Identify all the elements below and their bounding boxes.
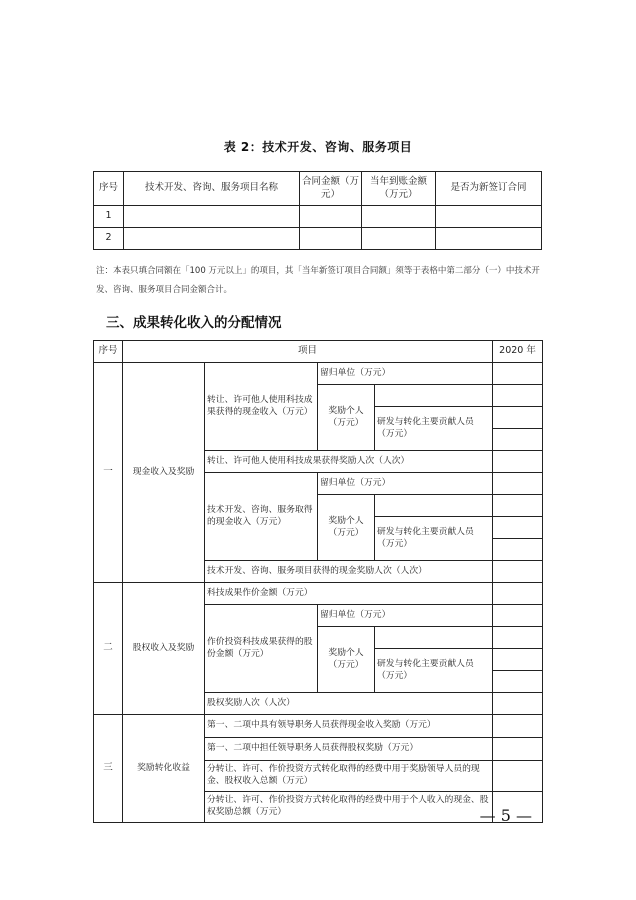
header-seq: 序号 xyxy=(94,341,123,363)
table-header-row xyxy=(94,341,543,363)
g1-reward-count-label: 转让、许可他人使用科技成果获得奖励人次（人次） xyxy=(205,451,493,473)
table-cell xyxy=(362,206,436,228)
table-cell xyxy=(436,206,542,228)
table-cell xyxy=(436,228,542,250)
value-cell xyxy=(375,495,493,517)
g1-cash-income-label: 转让、许可他人使用科技成果获得的现金收入（万元） xyxy=(205,363,318,451)
value-cell xyxy=(493,407,543,429)
group3-no: 三 xyxy=(94,715,123,823)
g3-leader-cash-label: 第一、二项中具有领导职务人员获得现金收入奖励（万元） xyxy=(205,715,493,738)
table2-title: 表 2：技术开发、咨询、服务项目 xyxy=(223,140,413,154)
table-cell: 1 xyxy=(94,206,124,228)
table-row xyxy=(94,206,542,228)
g1-contributors-label: 研发与转化主要贡献人员（万元） xyxy=(375,407,493,451)
value-cell xyxy=(493,649,543,671)
header-cell: 技术开发、咨询、服务项目名称 xyxy=(124,172,300,206)
g3-leader-total-label: 分转让、许可、作价投资方式转化取得的经费中用于奖励领导人员的现金、股权收入总额（万元） xyxy=(205,761,493,792)
g1-tech-reward-count-label: 技术开发、咨询、服务项目获得的现金奖励人次（人次） xyxy=(205,561,493,583)
value-cell xyxy=(493,363,543,385)
g2-equity-amount-label: 作价投资科技成果获得的股份金额（万元） xyxy=(205,605,318,693)
table-row xyxy=(94,228,542,250)
value-cell xyxy=(375,385,493,407)
g2-retained-label: 留归单位（万元） xyxy=(318,605,493,627)
value-cell xyxy=(493,738,543,761)
table-cell xyxy=(124,206,300,228)
table-cell xyxy=(300,228,362,250)
value-cell xyxy=(493,693,543,715)
g2-valuation-label: 科技成果作价金额（万元） xyxy=(205,583,493,605)
header-cell: 当年到账金额（万元） xyxy=(362,172,436,206)
group2-name: 股权收入及奖励 xyxy=(123,583,205,715)
g3-individual-total-label: 分转让、许可、作价投资方式转化取得的经费中用于个人收入的现金、股权奖励总额（万元） xyxy=(205,792,493,823)
table-row xyxy=(94,363,543,385)
value-cell xyxy=(493,761,543,792)
table-cell xyxy=(362,228,436,250)
group1-no: 一 xyxy=(94,363,123,583)
g1-reward-individual-label-2: 奖励个人（万元） xyxy=(318,495,375,561)
tech-services-table xyxy=(93,171,542,250)
value-cell xyxy=(493,385,543,407)
group3-name: 奖励转化收益 xyxy=(123,715,205,823)
g2-reward-individual-label: 奖励个人（万元） xyxy=(318,627,375,693)
value-cell xyxy=(493,473,543,495)
g3-leader-equity-label: 第一、二项中担任领导职务人员获得股权奖励（万元） xyxy=(205,738,493,761)
value-cell xyxy=(493,605,543,627)
header-item: 项目 xyxy=(123,341,493,363)
group2-no: 二 xyxy=(94,583,123,715)
page-number: — 5 — xyxy=(479,806,532,825)
value-cell xyxy=(493,671,543,693)
header-year: 2020 年 xyxy=(493,341,543,363)
g1-tech-service-income-label: 技术开发、咨询、服务取得的现金收入（万元） xyxy=(205,473,318,561)
header-cell: 合同金额（万元） xyxy=(300,172,362,206)
value-cell xyxy=(493,715,543,738)
table-header-row xyxy=(94,172,542,206)
value-cell xyxy=(493,627,543,649)
value-cell xyxy=(493,561,543,583)
value-cell xyxy=(375,627,493,649)
value-cell xyxy=(493,539,543,561)
g1-retained-label-2: 留归单位（万元） xyxy=(318,473,493,495)
g1-contributors-label-2: 研发与转化主要贡献人员（万元） xyxy=(375,517,493,561)
table-cell: 2 xyxy=(94,228,124,250)
income-distribution-table xyxy=(93,340,543,823)
table-cell xyxy=(124,228,300,250)
table-row xyxy=(94,583,543,605)
value-cell xyxy=(493,517,543,539)
g1-retained-label: 留归单位（万元） xyxy=(318,363,493,385)
table-cell xyxy=(300,206,362,228)
header-cell: 序号 xyxy=(94,172,124,206)
value-cell xyxy=(493,451,543,473)
group1-name: 现金收入及奖励 xyxy=(123,363,205,583)
value-cell xyxy=(493,429,543,451)
header-cell: 是否为新签订合同 xyxy=(436,172,542,206)
value-cell xyxy=(493,495,543,517)
g2-contributors-label: 研发与转化主要贡献人员（万元） xyxy=(375,649,493,693)
table2-note: 注：本表只填合同额在「100 万元以上」的项目，其「当年新签订项目合同额」须等于表格中第二部分（一）中技术开发、咨询、服务项目合同金额合计。 xyxy=(96,266,540,295)
section3-heading: 三、成果转化收入的分配情况 xyxy=(106,315,282,331)
value-cell xyxy=(493,583,543,605)
g1-reward-individual-label: 奖励个人（万元） xyxy=(318,385,375,451)
g2-equity-count-label: 股权奖励人次（人次） xyxy=(205,693,493,715)
table-row xyxy=(94,715,543,738)
